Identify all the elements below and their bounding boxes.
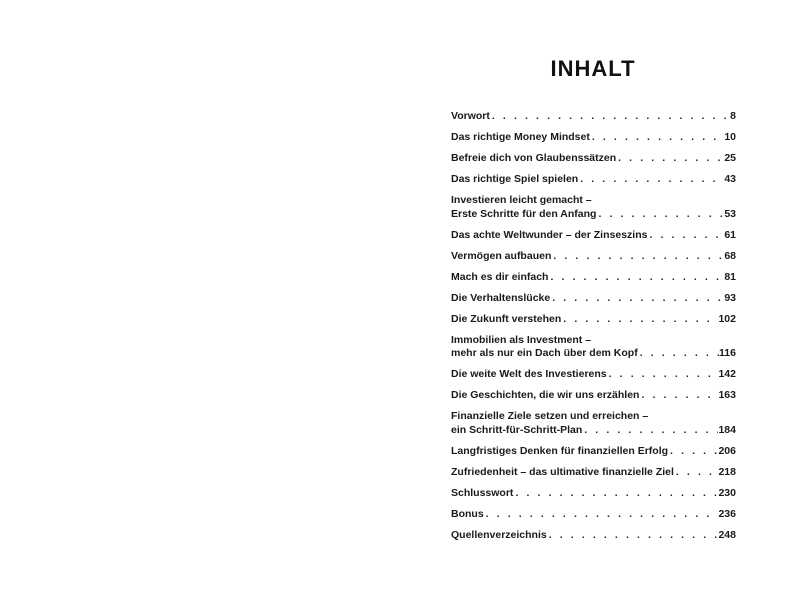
toc-page-number: 142	[718, 368, 736, 380]
toc-page-number: 218	[718, 465, 736, 478]
toc-entry-line	[451, 250, 736, 264]
toc-dot-leader	[639, 389, 718, 403]
toc-entry-title: Die weite Welt des Investierens	[451, 368, 607, 380]
toc-entry-line	[451, 313, 736, 327]
toc-page-number: 81	[724, 270, 736, 283]
toc-dot-leader	[638, 347, 719, 361]
toc-entry	[451, 508, 736, 522]
toc-dot-leader	[490, 110, 730, 124]
toc-entry	[451, 292, 736, 306]
toc-entry-title: Investieren leicht gemacht –	[451, 194, 592, 206]
toc-page-number: 10	[724, 131, 736, 143]
toc-entry-title: Die Geschichten, die wir uns erzählen	[451, 389, 640, 401]
toc-entry-title: ein Schritt-für-Schritt-Plan	[451, 423, 583, 436]
toc-entry-title: Langfristiges Denken für finanziellen Erfolg	[451, 444, 669, 457]
toc-dot-leader	[547, 529, 719, 543]
toc-page-number: 116	[719, 347, 736, 359]
toc-entry	[451, 487, 736, 501]
toc-entry	[451, 334, 736, 361]
toc-page-number: 248	[718, 528, 736, 541]
toc-entry-title: Zufriedenheit – das ultimative finanzielle Ziel	[451, 465, 674, 478]
toc-entry-line	[451, 292, 736, 306]
toc-dot-leader	[607, 368, 719, 382]
toc-entry-title: Finanzielle Ziele setzen und erreichen –	[451, 410, 649, 422]
toc-entry	[451, 229, 736, 243]
toc-entry-title: Mach es dir einfach	[451, 270, 549, 283]
toc-entry-line-continued	[451, 334, 736, 348]
page-title: INHALT	[550, 56, 636, 81]
toc-entry-title: Immobilien als Investment –	[451, 333, 592, 346]
toc-page-number: 53	[724, 207, 736, 220]
toc-entry-line	[451, 389, 736, 403]
toc-dot-leader	[596, 208, 724, 222]
toc-entry	[451, 110, 736, 124]
toc-entry-line	[451, 424, 736, 438]
toc-page-number: 61	[724, 228, 736, 241]
toc-entry-line	[451, 110, 736, 124]
toc-entry-line	[451, 173, 736, 187]
toc-entry	[451, 173, 736, 187]
toc-dot-leader	[550, 292, 724, 306]
table-of-contents	[451, 110, 736, 550]
toc-dot-leader	[484, 508, 719, 522]
toc-page-number: 8	[730, 110, 736, 122]
toc-entry-line	[451, 466, 736, 480]
toc-dot-leader	[513, 487, 718, 501]
toc-entry-title: Das richtige Money Mindset	[451, 131, 590, 143]
toc-entry	[451, 250, 736, 264]
toc-entry-title: Das richtige Spiel spielen	[451, 173, 579, 185]
toc-entry	[451, 313, 736, 327]
toc-entry-line	[451, 208, 736, 222]
toc-entry	[451, 131, 736, 145]
toc-entry-title: Das achte Weltwunder – der Zinseszins	[451, 228, 648, 241]
toc-entry-line-continued	[451, 194, 736, 208]
toc-entry-line	[451, 229, 736, 243]
toc-entry-line	[451, 368, 736, 382]
toc-entry-line	[451, 508, 736, 522]
toc-dot-leader	[647, 229, 724, 243]
toc-dot-leader	[590, 131, 724, 145]
toc-entry-line	[451, 347, 736, 361]
toc-entry-title: Die Verhaltenslücke	[451, 291, 551, 304]
toc-page-number: 230	[718, 486, 736, 499]
toc-dot-leader	[548, 271, 724, 285]
toc-entry	[451, 271, 736, 285]
toc-entry-line	[451, 271, 736, 285]
toc-dot-leader	[551, 250, 724, 264]
toc-page-number: 102	[718, 312, 736, 325]
toc-entry	[451, 152, 736, 166]
toc-entry-line-continued	[451, 410, 736, 424]
toc-dot-leader	[578, 173, 724, 187]
toc-page-number: 236	[718, 507, 736, 520]
toc-page-number: 43	[724, 173, 736, 185]
toc-entry	[451, 194, 736, 221]
toc-entry-title: mehr als nur ein Dach über dem Kopf	[451, 347, 638, 359]
toc-entry-line	[451, 529, 736, 543]
toc-entry-title: Vorwort	[451, 110, 490, 122]
toc-page-number: 25	[724, 152, 736, 164]
toc-entry-title: Die Zukunft verstehen	[451, 312, 562, 325]
toc-entry-line	[451, 131, 736, 145]
toc-page-number: 68	[724, 249, 736, 262]
toc-dot-leader	[616, 152, 724, 166]
toc-entry-line	[451, 487, 736, 501]
toc-entry	[451, 410, 736, 437]
toc-page-number: 206	[718, 444, 736, 457]
toc-entry-title: Quellenverzeichnis	[451, 528, 547, 541]
toc-entry-title: Befreie dich von Glaubenssätzen	[451, 152, 617, 164]
toc-dot-leader	[674, 466, 719, 480]
toc-dot-leader	[668, 445, 718, 459]
toc-entry-title: Schlusswort	[451, 486, 514, 499]
toc-entry	[451, 466, 736, 480]
toc-entry-title: Vermögen aufbauen	[451, 249, 552, 262]
toc-entry-line	[451, 152, 736, 166]
toc-page-number: 163	[718, 389, 736, 401]
toc-entry-title: Bonus	[451, 507, 484, 520]
toc-entry-line	[451, 445, 736, 459]
toc-entry	[451, 529, 736, 543]
toc-entry	[451, 389, 736, 403]
toc-page-number: 93	[724, 291, 736, 304]
toc-entry	[451, 368, 736, 382]
toc-page-number: 184	[718, 423, 736, 436]
toc-entry-title: Erste Schritte für den Anfang	[451, 207, 597, 220]
toc-dot-leader	[561, 313, 718, 327]
toc-dot-leader	[582, 424, 718, 438]
toc-entry	[451, 445, 736, 459]
